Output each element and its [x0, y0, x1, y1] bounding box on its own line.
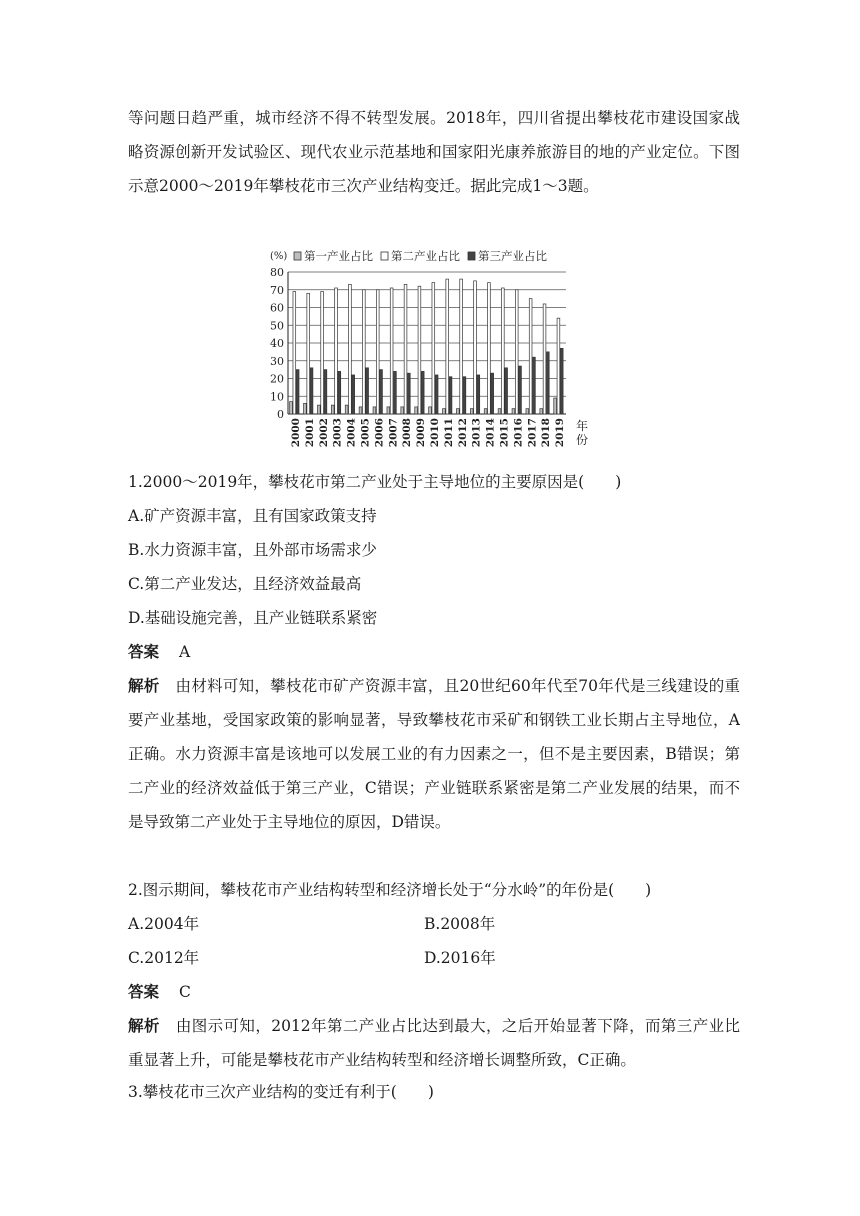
bar [373, 407, 376, 414]
y-tick-label: 20 [270, 372, 284, 386]
question-1 [128, 465, 740, 839]
x-tick-label: 2010 [428, 418, 441, 448]
q1-stem: 1.2000～2019年，攀枝花市第二产业处于主导地位的主要原因是( ) [128, 473, 622, 491]
x-tick-label: 2002 [317, 418, 330, 448]
y-tick-label: 60 [270, 301, 284, 315]
legend-label: 第二产业占比 [391, 249, 460, 263]
bar [498, 409, 501, 414]
bar [463, 377, 466, 414]
q2-answer-label: 答案 [128, 983, 160, 1001]
q2-option-a: A.2004年 [128, 915, 200, 933]
x-tick-label: 2016 [512, 418, 525, 448]
bar [460, 279, 463, 414]
q1-explanation [128, 669, 740, 839]
q2-options-row-2 [128, 941, 740, 975]
bar [505, 368, 508, 414]
x-tick-label: 2012 [456, 418, 469, 448]
bar [543, 304, 546, 414]
q2-option-d: D.2016年 [424, 949, 496, 967]
x-tick-label: 2005 [359, 418, 372, 448]
q2-options-row-1 [128, 907, 740, 941]
q1-option-c: C.第二产业发达，且经济效益最高 [128, 575, 362, 593]
bar [317, 405, 320, 414]
q1-answer-label: 答案 [128, 643, 160, 661]
bar [435, 375, 438, 414]
bar [501, 288, 504, 414]
bar [321, 292, 324, 414]
x-tick-label: 2001 [303, 418, 316, 448]
bar [512, 409, 515, 414]
x-tick-label: 2014 [484, 418, 497, 448]
x-tick-label: 2009 [415, 418, 428, 448]
bar [540, 409, 543, 414]
bar [470, 409, 473, 414]
x-tick-label: 2000 [289, 418, 302, 448]
legend-swatch [294, 252, 301, 260]
bar [488, 283, 491, 414]
question-2 [128, 873, 740, 1077]
bar [484, 409, 487, 414]
bar [404, 284, 407, 414]
bar [394, 371, 397, 414]
bar [293, 292, 296, 414]
q2-explanation [128, 1009, 740, 1077]
legend-label: 第三产业占比 [478, 249, 547, 263]
bar [418, 286, 421, 414]
x-tick-label: 2007 [387, 418, 400, 448]
bar [429, 407, 432, 414]
q2-answer [128, 975, 740, 1009]
bar [421, 371, 424, 414]
q2-stem: 2.图示期间，攀枝花市产业结构转型和经济增长处于“分水岭”的年份是( ) [128, 881, 652, 899]
y-tick-label: 10 [270, 390, 284, 404]
y-tick-label: 30 [270, 354, 284, 368]
y-tick-label: 40 [270, 337, 284, 350]
bar [557, 318, 560, 414]
bar [390, 288, 393, 414]
bar [335, 288, 338, 414]
bar [324, 370, 327, 414]
bar [446, 279, 449, 414]
intro-text: 等问题日趋严重，城市经济不得不转型发展。2018年，四川省提出攀枝花市建设国家战略资源创新开发试验区、现代农业示范基地和国家阳光康养旅游目的地的产业定位。下图示意2000～2019年攀枝花市三次产业结构变迁。据此完成1～3题。 [128, 109, 740, 195]
q2-explain-text: 由图示可知，2012年第二产业占比达到最大，之后开始显著下降，而第三产业比重显著上升，可能是攀枝花市产业结构转型和经济增长调整所致，C正确。 [128, 1017, 740, 1069]
q2-option-b: B.2008年 [424, 915, 496, 933]
x-tick-label: 2013 [470, 418, 483, 448]
bar [290, 402, 293, 414]
bar [331, 405, 334, 414]
x-tick-label: 2003 [331, 418, 344, 448]
bar [307, 293, 310, 414]
bar [456, 409, 459, 414]
legend-swatch [468, 252, 475, 260]
bar [362, 290, 365, 414]
bar [310, 368, 313, 414]
intro-paragraph [128, 101, 740, 203]
bar [443, 409, 446, 414]
x-tick-label: 2004 [345, 418, 358, 448]
y-tick-label: 70 [270, 283, 284, 297]
x-axis-label-char: 份 [576, 433, 589, 447]
x-tick-label: 2006 [373, 418, 386, 448]
bar [491, 373, 494, 414]
y-axis-label: (%) [270, 251, 288, 262]
y-tick-label: 0 [277, 408, 284, 421]
x-tick-label: 2017 [526, 418, 539, 448]
bar [366, 368, 369, 414]
bar [359, 407, 362, 414]
x-axis-label-char: 年 [576, 419, 589, 433]
bar [407, 373, 410, 414]
legend-label: 第一产业占比 [304, 249, 373, 263]
bar [554, 398, 557, 414]
bar [352, 375, 355, 414]
bar [296, 370, 299, 414]
q2-explain-label: 解析 [128, 1017, 160, 1035]
bar [345, 405, 348, 414]
bar [529, 299, 532, 414]
q1-answer [128, 635, 740, 669]
q1-option-d: D.基础设施完善，且产业链联系紧密 [128, 609, 378, 627]
bar [380, 370, 383, 414]
question-3 [128, 1075, 740, 1109]
bar [338, 371, 341, 414]
x-tick-label: 2015 [498, 418, 511, 448]
bar [526, 409, 529, 414]
bar [449, 377, 452, 414]
q1-option-b: B.水力资源丰富，且外部市场需求少 [128, 541, 377, 559]
bar [387, 407, 390, 414]
y-tick-label: 50 [270, 319, 284, 333]
q3-stem: 3.攀枝花市三次产业结构的变迁有利于( ) [128, 1083, 434, 1101]
q1-answer-value: A [179, 643, 191, 661]
x-tick-label: 2019 [554, 418, 567, 448]
bar [401, 407, 404, 414]
bar [474, 281, 477, 414]
x-tick-label: 2011 [442, 418, 455, 448]
bar [560, 348, 563, 414]
q2-option-c: C.2012年 [128, 949, 200, 967]
bar [304, 403, 307, 414]
y-tick-label: 80 [270, 266, 284, 279]
bar [376, 290, 379, 414]
q1-explain-text: 由材料可知，攀枝花市矿产资源丰富，且20世纪60年代至70年代是三线建设的重要产业基地，受国家政策的影响显著，导致攀枝花市采矿和钢铁工业长期占主导地位，A正确。水力资源丰富是该地可以发展工业的有力因素之一，但不是主要因素，B错误；第二产业的经济效益低于第三产业，C错误；产业链联系紧密是第二产业发展的结果，而不是导致第二产业处于主导地位的原因，D错误。 [128, 677, 740, 831]
x-tick-label: 2018 [540, 418, 553, 448]
bar [477, 375, 480, 414]
bar [349, 284, 352, 414]
q1-option-a: A.矿产资源丰富，且有国家政策支持 [128, 507, 377, 525]
chart-svg [258, 246, 598, 456]
bar [546, 352, 549, 414]
industry-structure-chart [258, 246, 598, 456]
bar [533, 357, 536, 414]
x-tick-label: 2008 [401, 418, 414, 448]
bar [519, 366, 522, 414]
bar [515, 290, 518, 414]
bar [415, 407, 418, 414]
q2-answer-value: C [179, 983, 191, 1001]
bar [432, 283, 435, 414]
legend-swatch [381, 252, 388, 260]
q1-explain-label: 解析 [128, 677, 160, 695]
